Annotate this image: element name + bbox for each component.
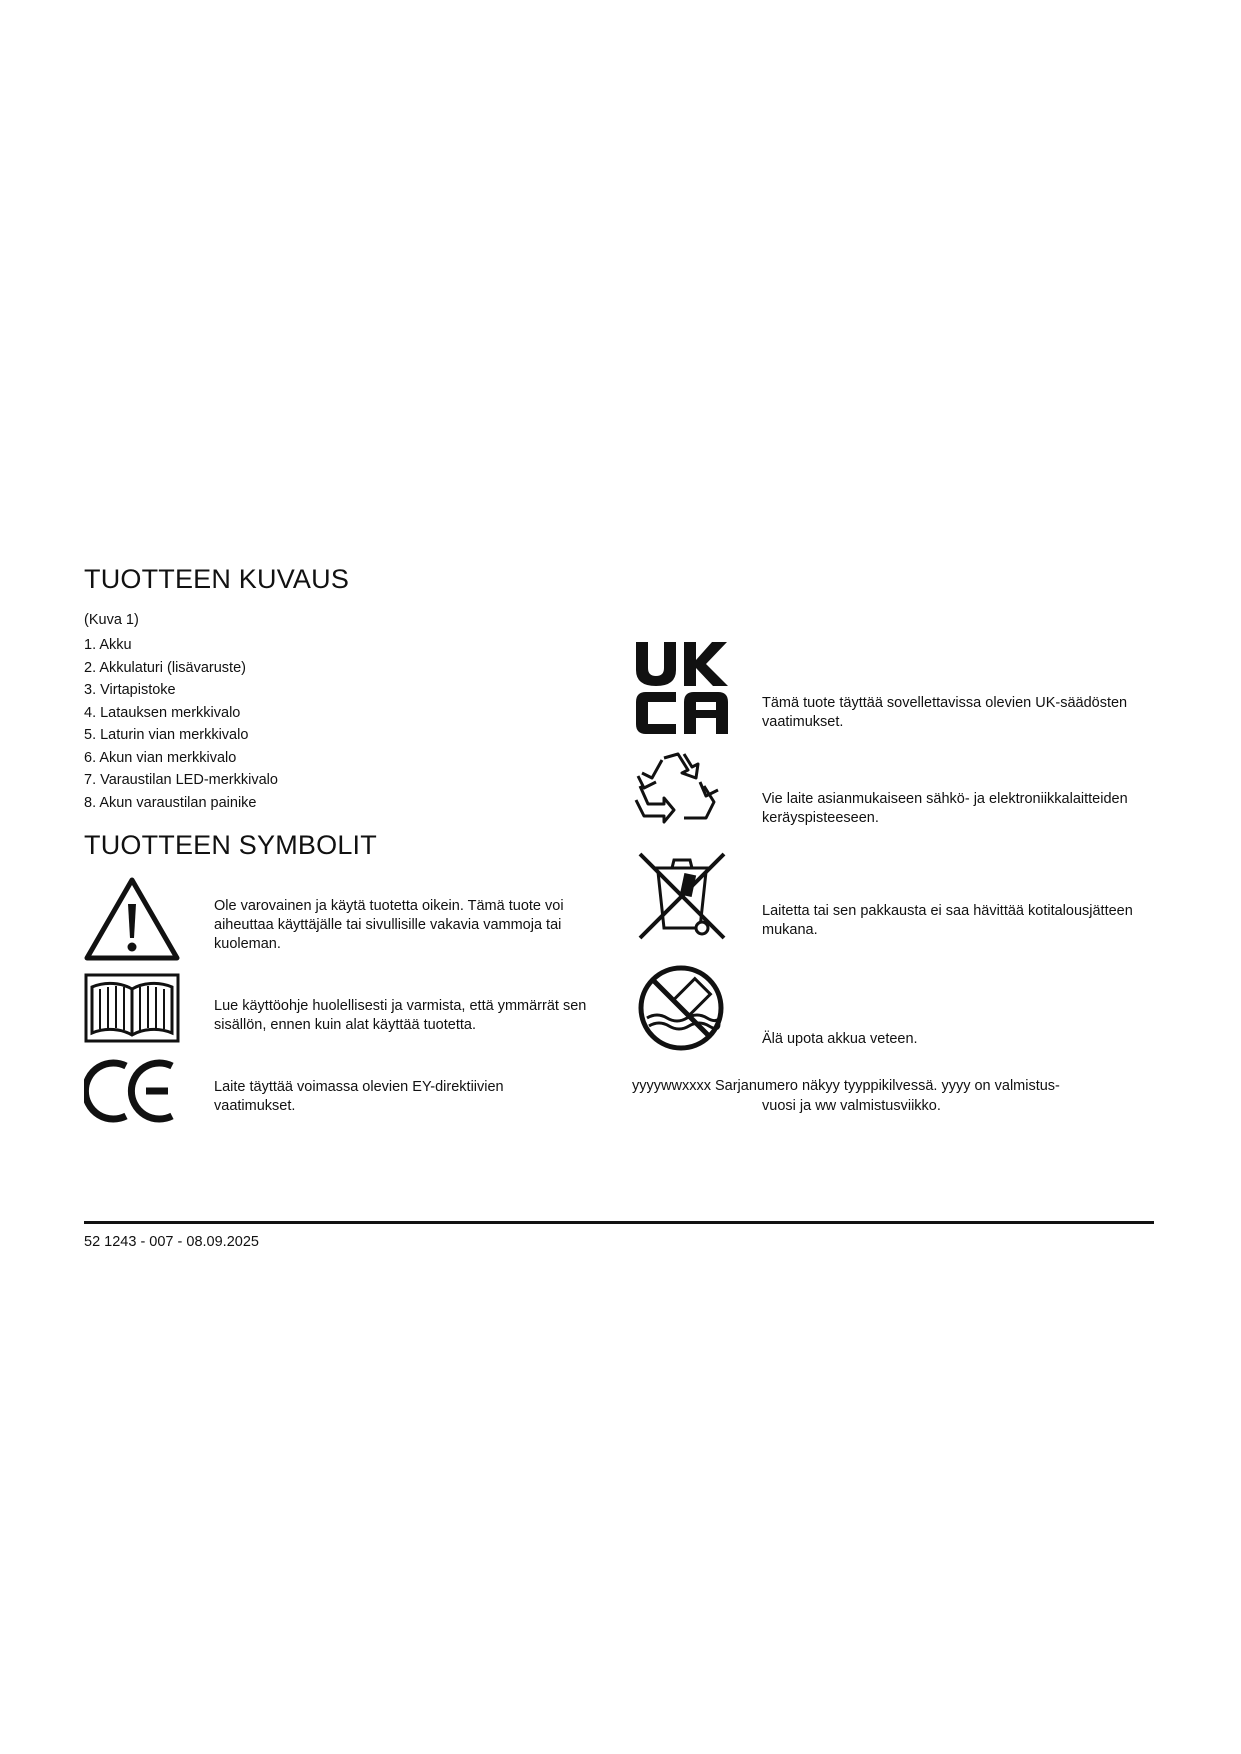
serial-text-line2: vuosi ja ww valmistusviikko. (762, 1098, 941, 1114)
serial-info (632, 1077, 1060, 1096)
manual-text: Lue käyttöohje huolellisesti ja varmista, että ymmärrät sen sisällön, ennen kuin alat käyttää tuotetta. (214, 998, 587, 1033)
list-item: 7. Varaustilan LED-merkkivalo (84, 772, 278, 788)
list-item: 8. Akun varaustilan painike (84, 794, 257, 811)
list-item: 3. Virtapistoke (84, 682, 176, 698)
serial-text-line1: Sarjanumero näkyy tyyppikilvessä. yyyy on valmistus- (714, 1078, 1060, 1094)
list-item: 5. Laturin vian merkkivalo (84, 727, 249, 743)
serial-code: yyyywwxxxx (632, 1078, 711, 1094)
recycle-text: Vie laite asianmukaiseen sähkö- ja elektroniikkalaitteiden keräyspisteeseen. (762, 791, 1128, 826)
no-water-text: Älä upota akkua veteen. (762, 1031, 918, 1047)
no-water-immersion-icon (637, 964, 725, 1052)
warning-text: Ole varovainen ja käytä tuotetta oikein. Tämä tuote voi aiheuttaa käyttäjälle tai sivullisille vakavia vammoja tai kuoleman. (214, 898, 564, 952)
figure-reference: (Kuva 1) (84, 612, 139, 628)
description-heading: TUOTTEEN KUVAUS (84, 564, 350, 594)
manual-book-icon (84, 973, 180, 1043)
ukca-mark-icon (632, 638, 732, 738)
ukca-text: Tämä tuote täyttää sovellettavissa olevien UK-säädösten vaatimukset. (762, 695, 1128, 730)
list-item: 1. Akku (84, 637, 132, 653)
symbols-heading: TUOTTEEN SYMBOLIT (84, 830, 377, 860)
list-item: 2. Akkulaturi (lisävaruste) (84, 659, 246, 676)
bin-text: Laitetta tai sen pakkausta ei saa hävittää kotitalousjätteen mukana. (762, 903, 1133, 938)
list-item: 6. Akun vian merkkivalo (84, 749, 237, 766)
footer-divider (84, 1221, 1154, 1224)
ce-text: Laite täyttää voimassa olevien EY-direktiivien vaatimukset. (214, 1079, 504, 1114)
list-item: 4. Latauksen merkkivalo (84, 704, 241, 721)
ce-mark-icon (84, 1058, 180, 1124)
crossed-bin-icon (636, 850, 728, 942)
document-id: 52 1243 - 007 - 08.09.2025 (84, 1234, 259, 1250)
recycle-icon (634, 748, 720, 834)
part-list (84, 634, 278, 814)
warning-triangle-icon (84, 876, 180, 962)
